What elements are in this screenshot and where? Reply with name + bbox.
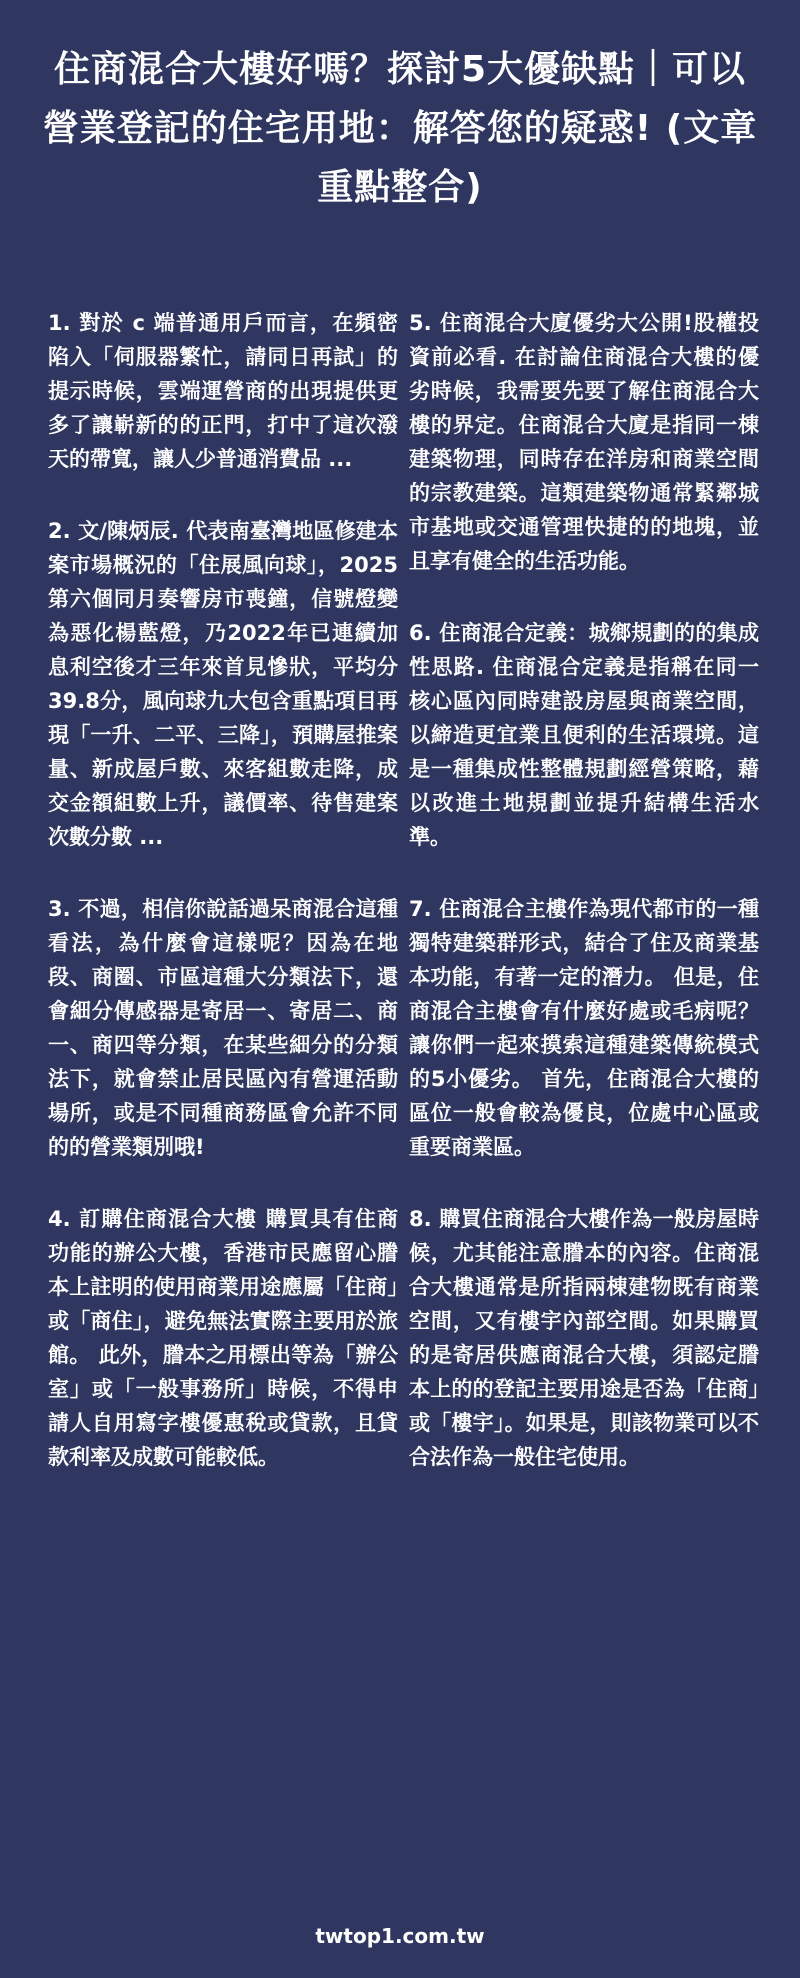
summary-paragraph-1: 1. 對於 c 端普通用戶而言，在頻密陷入「伺服器繁忙，請同日再試」的提示時候，雲端運營商的出現提供更多了讓嶄新的的正門，打中了這次潑天的帶寬，讓人少普通消費品 ... bbox=[48, 311, 398, 471]
summary-paragraph-7: 7. 住商混合主樓作為現代都市的一種獨特建築群形式，結合了住及商業基本功能，有著一定的潛力。 但是，住商混合主樓會有什麼好處或毛病呢？讓你們一起來摸索這種建築傳統模式的5小優劣。 首先，住商混合大樓的區位一般會較為優良，位處中心區或重要商業區。 bbox=[409, 897, 759, 1159]
summary-paragraph-8: 8. 購買住商混合大樓作為一般房屋時候，尤其能注意謄本的內容。住商混合大樓通常是所指兩棟建物既有商業空間，又有樓宇內部空間。如果購買的是寄居供應商混合大樓，須認定謄本上的的登記主要用途是否為「住商」或「樓宇」。如果是，則該物業可以不合法作為一般住宅使用。 bbox=[409, 1207, 759, 1469]
left-column bbox=[48, 306, 398, 1512]
summary-paragraph-4: 4. 訂購住商混合大樓 購買具有住商功能的辦公大樓，香港市民應留心謄本上註明的使用商業用途應屬「住商」或「商住」，避免無法實際主要用於旅館。 此外，謄本之用標出等為「辦公室」或「一般事務所」時候，不得申請人自用寫字樓優惠稅或貸款，且貸款利率及成數可能較低。 bbox=[48, 1207, 398, 1469]
summary-paragraph-5: 5. 住商混合大廈優劣大公開!股權投資前必看. 在討論住商混合大樓的優劣時候，我需要先要了解住商混合大樓的界定。住商混合大廈是指同一棟建築物理，同時存在洋房和商業空間的宗教建築。這類建築物通常緊鄰城市基地或交通管理快捷的的地塊，並且享有健全的生活功能。 bbox=[409, 311, 759, 573]
right-column bbox=[409, 306, 759, 1512]
summary-paragraph-6: 6. 住商混合定義：城鄉規劃的的集成性思路. 住商混合定義是指稱在同一核心區內同時建設房屋與商業空間，以締造更宜業且便利的生活環境。這是一種集成性整體規劃經營策略，藉以改進土地規劃並提升結構生活水準。 bbox=[409, 621, 759, 849]
summary-paragraph-2: 2. 文/陳炳辰. 代表南臺灣地區修建本案市場概況的「住展風向球」，2025第六個同月奏響房市喪鐘，信號燈變為惡化楊藍燈，乃2022年已連續加息利空後才三年來首見慘狀，平均分39.8分，風向球九大包含重點項目再現「一升、二平、三降」，預購屋推案量、新成屋戶數、來客組數走降，成交金額組數上升，議價率、待售建案次數分數 ... bbox=[48, 519, 398, 849]
summary-paragraph-3: 3. 不過，相信你說話過呆商混合這種看法，為什麼會這樣呢？因為在地段、商圈、市區這種大分類法下，還會細分傳感器是寄居一、寄居二、商一、商四等分類，在某些細分的分類法下，就會禁止居民區內有營運活動場所，或是不同種商務區會允許不同的的營業類別哦! bbox=[48, 897, 398, 1159]
article-title: 住商混合大樓好嗎？探討5大優缺點｜可以營業登記的住宅用地：解答您的疑惑! (文章重點整合) bbox=[42, 49, 758, 208]
site-url-footer: twtop1.com.tw bbox=[315, 1924, 485, 1948]
